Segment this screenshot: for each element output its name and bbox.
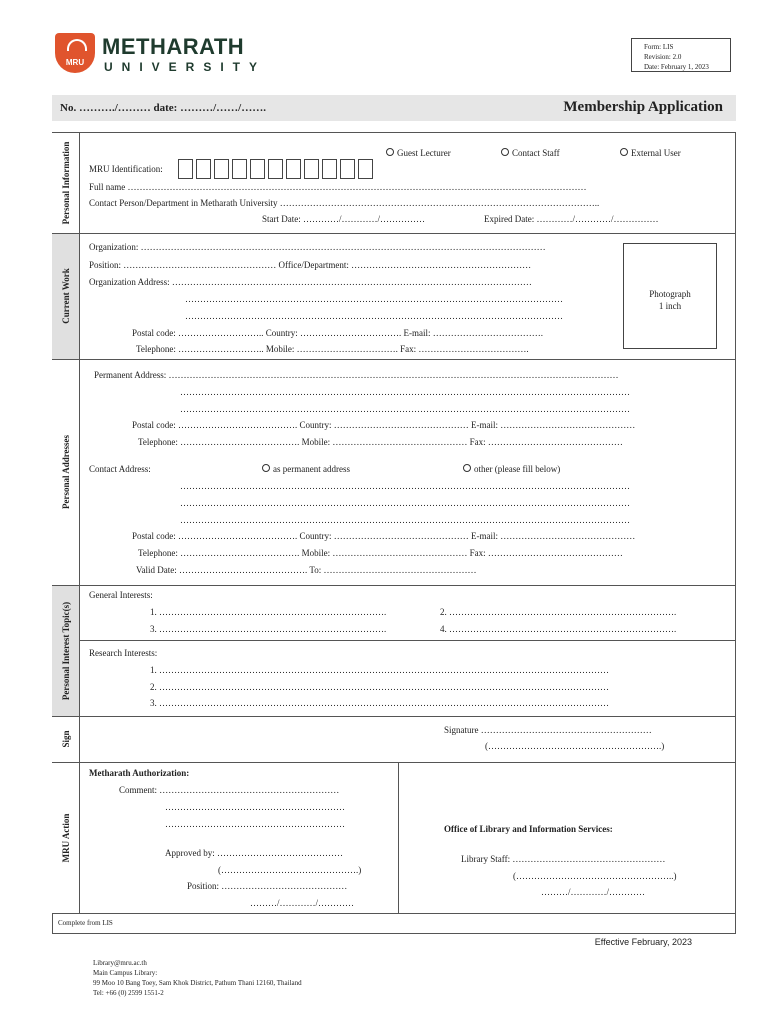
general-interest-4[interactable]: 4. …………………………………………………………………. (440, 624, 677, 634)
contact-address-line[interactable]: …………………………………………………………………………………………………………………………………… (180, 481, 630, 491)
radio-icon (501, 148, 509, 156)
library-staff-field[interactable]: Library Staff: …………………………………………… (461, 854, 666, 864)
divider (80, 640, 736, 641)
approval-date-field[interactable]: ………/…………/………… (250, 898, 355, 908)
mru-id-digit[interactable] (322, 159, 337, 179)
divider (52, 233, 736, 234)
form-revision: Revision: 2.0 (644, 53, 682, 61)
photo-label: Photograph (649, 289, 691, 299)
expired-date-field[interactable]: Expired Date: …………/…………/…………… (484, 214, 659, 224)
logo-text: MRU (65, 58, 85, 67)
mru-id-label: MRU Identification: (89, 164, 163, 174)
mru-id-digit[interactable] (178, 159, 193, 179)
divider (52, 585, 736, 586)
section-mru-action: MRU Action (52, 762, 80, 913)
radio-icon (262, 464, 270, 472)
photo-size: 1 inch (658, 301, 682, 311)
mru-id-digit[interactable] (196, 159, 211, 179)
page-title: Membership Application (563, 99, 723, 115)
contact-telephone-line[interactable]: Telephone: …………………………………. Mobile: ……………………………………… Fax: ……………………………………… (138, 548, 623, 558)
position-field[interactable]: Position: …………………………………………… Office/Department: …………………………………………………… (89, 260, 532, 270)
general-interest-3[interactable]: 3. …………………………………………………………………. (150, 624, 387, 634)
authorization-label: Metharath Authorization: (89, 768, 190, 778)
radio-contact-staff[interactable]: Contact Staff (501, 148, 560, 158)
org-address-line[interactable]: ……………………………………………………………………………………………………………… (185, 311, 563, 321)
radio-other-address[interactable]: other (please fill below) (463, 464, 560, 474)
section-personal-addresses: Personal Addresses (52, 359, 80, 585)
comment-line[interactable]: …………………………………………………… (165, 819, 345, 829)
general-interest-1[interactable]: 1. …………………………………………………………………. (150, 607, 387, 617)
section-personal-information: Personal Information (52, 133, 80, 233)
start-date-field[interactable]: Start Date: …………/…………/…………… (262, 214, 425, 224)
work-telephone-line[interactable]: Telephone: ……………………….. Mobile: ……………………………. Fax: ………………………………. (136, 344, 529, 354)
form-date: Date: February 1, 2023 (644, 63, 709, 71)
form-info-box (631, 38, 731, 72)
contact-postal-line[interactable]: Postal code: …………………………………. Country: ……………………………………… E-mail: ……………………………………… (132, 531, 636, 541)
form-code: Form: LIS (644, 43, 674, 51)
dome-icon (67, 39, 87, 51)
contact-address-label: Contact Address: (89, 464, 151, 474)
full-name-field[interactable]: Full name ……………………………………………………………………………………………………………………………………… (89, 182, 587, 192)
general-interests-label: General Interests: (89, 590, 153, 600)
staff-date-field[interactable]: ………/…………/………… (541, 887, 646, 897)
title-bar (52, 95, 736, 121)
complete-from-note: Complete from LIS (58, 919, 113, 927)
org-address-line[interactable]: ……………………………………………………………………………………………………………… (185, 294, 563, 304)
comment-line[interactable]: …………………………………………………… (165, 802, 345, 812)
permanent-postal-line[interactable]: Postal code: …………………………………. Country: ……………………………………… E-mail: ……………………………………… (132, 420, 636, 430)
action-divider (398, 762, 399, 913)
office-label: Office of Library and Information Services: (444, 824, 613, 834)
permanent-address-line[interactable]: …………………………………………………………………………………………………………………………………… (180, 404, 630, 414)
mru-id-digit[interactable] (358, 159, 373, 179)
radio-external-user[interactable]: External User (620, 148, 681, 158)
mru-id-digit[interactable] (232, 159, 247, 179)
divider (52, 716, 736, 717)
permanent-address-field[interactable]: Permanent Address: …………………………………………………………………………………………………………………………………… (94, 370, 619, 380)
divider (52, 762, 736, 763)
approved-by-field[interactable]: Approved by: …………………………………… (165, 848, 343, 858)
radio-icon (463, 464, 471, 472)
mru-id-digit[interactable] (286, 159, 301, 179)
work-postal-line[interactable]: Postal code: ……………………….. Country: ……………………………. E-mail: ………………………………. (132, 328, 543, 338)
footer-address: 99 Moo 10 Bang Toey, Sam Khok District, Pathum Thani 12160, Thailand (93, 979, 302, 987)
approver-name-field[interactable]: (……………………………………….) (218, 865, 362, 875)
permanent-address-line[interactable]: …………………………………………………………………………………………………………………………………… (180, 387, 630, 397)
permanent-telephone-line[interactable]: Telephone: …………………………………. Mobile: ……………………………………… Fax: ……………………………………… (138, 437, 623, 447)
photograph-box[interactable] (623, 243, 717, 349)
mru-id-digit[interactable] (304, 159, 319, 179)
signature-name-field[interactable]: (………………………………………………….) (485, 741, 665, 751)
mru-id-digit[interactable] (250, 159, 265, 179)
research-interests-label: Research Interests: (89, 648, 158, 658)
section-sign: Sign (52, 716, 80, 762)
mru-id-digit[interactable] (340, 159, 355, 179)
mru-id-digit[interactable] (268, 159, 283, 179)
signature-field[interactable]: Signature ………………………………………………… (444, 725, 652, 735)
staff-name-field[interactable]: (……………………………………………..) (513, 871, 677, 881)
radio-guest-lecturer[interactable]: Guest Lecturer (386, 148, 451, 158)
comment-field[interactable]: Comment: …………………………………………………… (119, 785, 340, 795)
organization-field[interactable]: Organization: ……………………………………………………………………………………………………………………… (89, 242, 546, 252)
number-date-field[interactable]: No. ………./……… date: ………/……/……. (60, 102, 266, 114)
research-interest-2[interactable]: 2. …………………………………………………………………………………………………………………………………… (150, 682, 609, 692)
radio-icon (386, 148, 394, 156)
contact-person-field[interactable]: Contact Person/Department in Metharath University …………………………………………………………………………………………….. (89, 198, 600, 208)
research-interest-3[interactable]: 3. …………………………………………………………………………………………………………………………………… (150, 698, 609, 708)
mru-id-digit[interactable] (214, 159, 229, 179)
divider (52, 359, 736, 360)
footer-phone: Tel: +66 (0) 2599 1551-2 (93, 989, 164, 997)
approver-position-field[interactable]: Position: …………………………………… (187, 881, 348, 891)
org-address-field[interactable]: Organization Address: ………………………………………………………………………………………………………… (89, 277, 532, 287)
radio-icon (620, 148, 628, 156)
section-personal-interest: Personal Interest Topic(s) (52, 585, 80, 716)
university-logo (55, 33, 95, 73)
university-name: METHARATH (102, 34, 245, 59)
footer-contact (93, 958, 302, 998)
effective-date: Effective February, 2023 (594, 937, 692, 947)
footer-email: Library@mru.ac.th (93, 959, 147, 967)
general-interest-2[interactable]: 2. …………………………………………………………………. (440, 607, 677, 617)
footer-campus: Main Campus Library: (93, 969, 158, 977)
research-interest-1[interactable]: 1. …………………………………………………………………………………………………………………………………… (150, 665, 609, 675)
radio-as-permanent[interactable]: as permanent address (262, 464, 350, 474)
contact-address-line[interactable]: …………………………………………………………………………………………………………………………………… (180, 498, 630, 508)
contact-address-line[interactable]: …………………………………………………………………………………………………………………………………… (180, 515, 630, 525)
valid-date-field[interactable]: Valid Date: ……………………………………. To: …………………………………………… (136, 565, 477, 575)
section-current-work: Current Work (52, 233, 80, 359)
university-word: UNIVERSITY (104, 60, 267, 74)
divider (52, 913, 736, 914)
